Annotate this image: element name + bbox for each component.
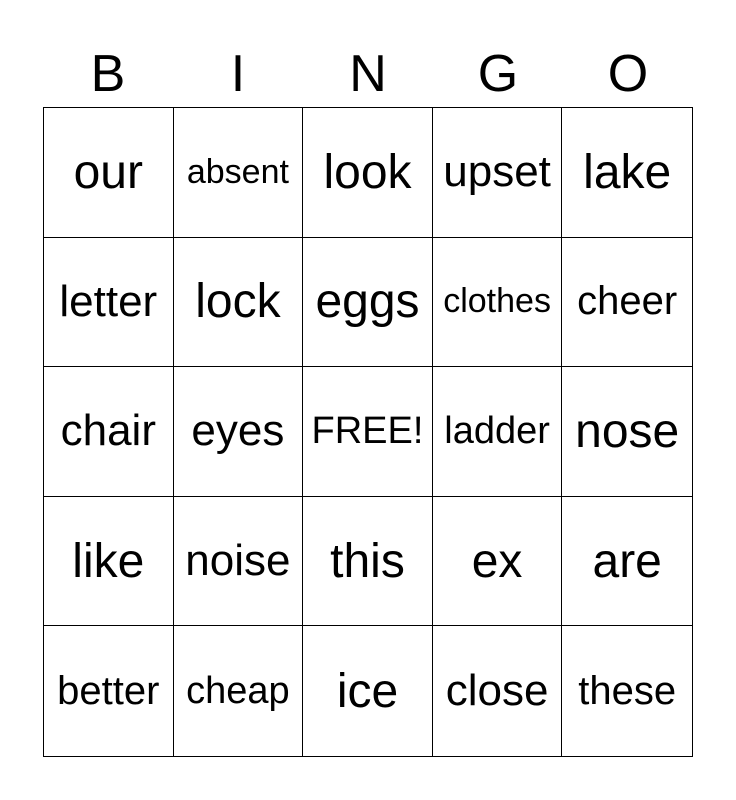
cell-word: better bbox=[57, 668, 160, 713]
cell-word: ice bbox=[336, 664, 399, 718]
bingo-cell[interactable] bbox=[303, 626, 433, 756]
cell-word: absent bbox=[186, 152, 289, 191]
bingo-cell[interactable] bbox=[303, 108, 433, 238]
cell-word: eyes bbox=[191, 406, 285, 456]
bingo-cell[interactable] bbox=[303, 238, 433, 368]
cell-word: lock bbox=[195, 275, 281, 329]
bingo-cell[interactable] bbox=[174, 626, 304, 756]
cell-word: ladder bbox=[444, 409, 550, 452]
cell-word: noise bbox=[185, 536, 291, 586]
bingo-cell[interactable] bbox=[44, 238, 174, 368]
cell-word: chair bbox=[60, 406, 156, 456]
bingo-cell[interactable] bbox=[433, 238, 563, 368]
free-space[interactable] bbox=[303, 367, 433, 497]
bingo-cell[interactable] bbox=[433, 367, 563, 497]
bingo-cell[interactable] bbox=[562, 108, 692, 238]
bingo-cell[interactable] bbox=[174, 108, 304, 238]
bingo-cell[interactable] bbox=[44, 108, 174, 238]
bingo-header bbox=[43, 42, 693, 106]
cell-word: clothes bbox=[443, 282, 551, 321]
bingo-cell[interactable] bbox=[562, 238, 692, 368]
cell-word: look bbox=[323, 145, 412, 199]
cell-word: cheap bbox=[186, 669, 290, 712]
bingo-board bbox=[43, 107, 693, 757]
header-letter-i: I bbox=[230, 45, 246, 103]
cell-word: this bbox=[330, 534, 405, 588]
bingo-cell[interactable] bbox=[174, 497, 304, 627]
bingo-cell[interactable] bbox=[303, 497, 433, 627]
bingo-cell[interactable] bbox=[44, 626, 174, 756]
bingo-cell[interactable] bbox=[44, 497, 174, 627]
cell-word: letter bbox=[59, 276, 158, 326]
bingo-cell[interactable] bbox=[174, 238, 304, 368]
cell-word: ex bbox=[471, 534, 523, 588]
header-letter-g: G bbox=[477, 45, 519, 103]
bingo-cell[interactable] bbox=[433, 626, 563, 756]
header-letter-b: B bbox=[90, 45, 126, 103]
cell-word: nose bbox=[575, 404, 680, 458]
header-letter-n: N bbox=[349, 45, 387, 103]
cell-word: lake bbox=[583, 145, 672, 199]
free-space-label: FREE! bbox=[311, 409, 424, 452]
cell-word: are bbox=[592, 534, 662, 588]
cell-word: upset bbox=[443, 147, 551, 197]
cell-word: eggs bbox=[315, 275, 420, 329]
cell-word: close bbox=[445, 666, 549, 716]
bingo-cell[interactable] bbox=[174, 367, 304, 497]
bingo-cell[interactable] bbox=[44, 367, 174, 497]
bingo-cell[interactable] bbox=[433, 497, 563, 627]
header-letter-o: O bbox=[607, 45, 649, 103]
cell-word: cheer bbox=[577, 279, 678, 324]
cell-word: these bbox=[578, 668, 677, 713]
cell-word: like bbox=[72, 534, 145, 588]
bingo-cell[interactable] bbox=[562, 626, 692, 756]
bingo-cell[interactable] bbox=[433, 108, 563, 238]
bingo-cell[interactable] bbox=[562, 497, 692, 627]
bingo-cell[interactable] bbox=[562, 367, 692, 497]
cell-word: our bbox=[73, 145, 143, 199]
